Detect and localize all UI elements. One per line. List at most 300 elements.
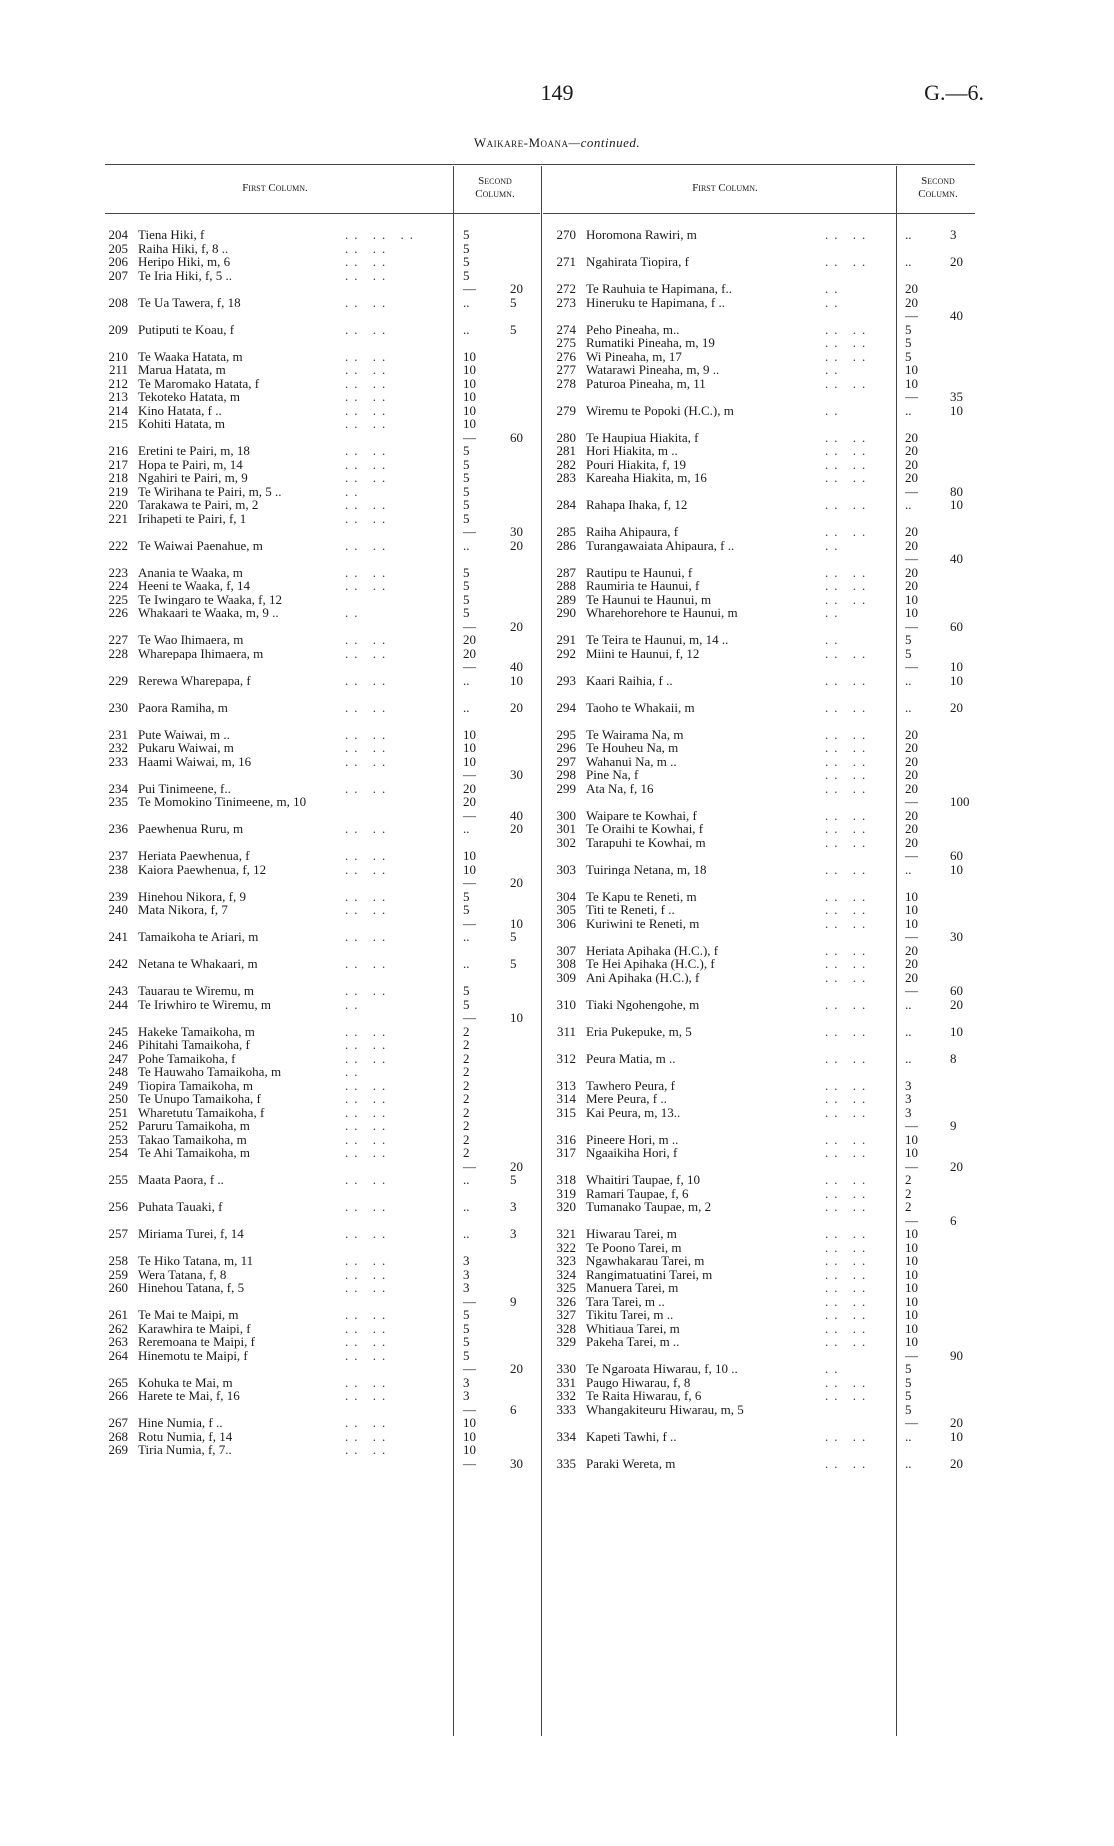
- leader-dots: .. ..: [825, 1239, 872, 1255]
- section-title-main: Waikare-Moana: [473, 135, 569, 150]
- leader-dots: .. ..: [825, 564, 872, 580]
- table-row: [0, 363, 540, 377]
- entry-number: 221: [108, 510, 128, 526]
- table-row: [540, 1119, 1100, 1133]
- second-column-value: ..: [905, 227, 912, 242]
- entry-name: Ani Apihaka (H.C.), f: [586, 970, 700, 984]
- second-column-value: 3: [905, 1077, 912, 1093]
- second-column-value: 5: [905, 321, 912, 337]
- table-row: [540, 579, 1100, 593]
- entry-name: Te Ahi Tamaikoha, m: [138, 1146, 251, 1160]
- second-column-value: 5: [905, 348, 912, 364]
- table-row: [540, 1200, 1100, 1214]
- entry-name: Horomona Rawiri, m: [586, 228, 697, 242]
- entry-number: 261: [108, 1307, 128, 1322]
- second-column-value: —: [463, 524, 476, 539]
- second-column-value: 2: [463, 1037, 470, 1052]
- table-row: [0, 647, 540, 661]
- group-total: 3: [950, 227, 957, 242]
- entry-number: 230: [108, 699, 128, 715]
- entry-name: Tuiringa Netana, m, 18: [586, 862, 707, 876]
- table-row: [540, 525, 1100, 539]
- entry-name: Haami Waiwai, m, 16: [138, 754, 252, 768]
- table-row: [0, 728, 540, 742]
- entry-name: Eria Pukepuke, m, 5: [586, 1024, 692, 1038]
- left-entry-list: [0, 228, 540, 1470]
- table-row: [0, 1403, 540, 1417]
- header-second-column-left: Second Column.: [475, 175, 515, 200]
- entry-number: 254: [108, 1145, 128, 1160]
- entry-name: Te Mai te Maipi, m: [138, 1308, 239, 1322]
- section-title-suffix: —continued.: [568, 135, 641, 150]
- entry-number: 288: [556, 578, 576, 593]
- entry-number: 227: [108, 632, 128, 647]
- group-total: 10: [950, 861, 963, 877]
- entry-number: 242: [108, 956, 128, 971]
- entry-number: 240: [108, 902, 128, 917]
- table-row: [540, 782, 1100, 796]
- entry-name: Pui Tinimeene, f..: [138, 781, 231, 795]
- entry-name: Mata Nikora, f, 7: [138, 903, 228, 917]
- table-row: [540, 404, 1100, 418]
- second-column-value: 20: [905, 564, 918, 580]
- entry-name: Ngahiri te Pairi, m, 9: [138, 471, 248, 485]
- entry-number: 297: [556, 753, 576, 769]
- entry-number: 229: [108, 672, 128, 688]
- second-column-value: 20: [905, 456, 918, 472]
- second-column-value: ..: [463, 321, 470, 337]
- entry-number: 311: [556, 1023, 576, 1039]
- table-row: [540, 336, 1100, 350]
- entry-number: 214: [108, 402, 128, 418]
- entry-name: Pakeha Tarei, m ..: [586, 1335, 680, 1349]
- second-column-value: ..: [463, 956, 470, 971]
- entry-name: Kino Hatata, f ..: [138, 403, 222, 417]
- entry-name: Tamaikoha te Ariari, m: [138, 930, 259, 944]
- entry-number: 275: [556, 335, 576, 350]
- leader-dots: .. ..: [825, 942, 872, 958]
- entry-name: Te Waiwai Paenahue, m: [138, 538, 263, 552]
- header-first-column-right: First Column.: [692, 182, 758, 194]
- table-row: [540, 485, 1100, 499]
- table-row: [540, 984, 1100, 998]
- entry-number: 265: [108, 1374, 128, 1390]
- group-total: 10: [510, 1010, 523, 1025]
- table-row: [0, 1430, 540, 1444]
- entry-name: Rotu Numia, f, 14: [138, 1429, 233, 1443]
- table-row: [0, 930, 540, 944]
- second-column-value: 10: [905, 888, 918, 904]
- table-row: [540, 795, 1100, 809]
- table-row: [0, 998, 540, 1012]
- table-row: [0, 606, 540, 620]
- leader-dots: .. ..: [825, 767, 872, 782]
- leader-dots: .. ..: [825, 821, 872, 836]
- second-column-value: —: [463, 1158, 476, 1174]
- entry-number: 208: [108, 294, 128, 310]
- entry-name: Whangakiteuru Hiwarau, m, 5: [586, 1402, 744, 1416]
- entry-name: Te Hiko Tatana, m, 11: [138, 1254, 254, 1268]
- table-row: [0, 1349, 540, 1363]
- second-column-value: ..: [463, 1226, 470, 1241]
- leader-dots: .. ..: [825, 969, 872, 985]
- table-row: [0, 552, 540, 566]
- table-row: [540, 903, 1100, 917]
- entry-name: Te Oraihi te Kowhai, f: [586, 822, 704, 836]
- entry-number: 217: [108, 456, 128, 472]
- table-row: [0, 1079, 540, 1093]
- table-row: [0, 498, 540, 512]
- second-column-value: 2: [905, 1185, 912, 1201]
- entry-number: 219: [108, 483, 128, 499]
- group-total: 40: [950, 551, 963, 566]
- leader-dots: ..: [825, 281, 844, 296]
- table-row: [0, 1092, 540, 1106]
- leader-dots: .. ..: [825, 915, 872, 931]
- entry-number: 310: [556, 996, 576, 1012]
- entry-number: 300: [556, 807, 576, 823]
- right-entry-list: [540, 228, 1100, 1470]
- group-total: 20: [950, 699, 963, 715]
- table-row: [540, 1025, 1100, 1039]
- table-row: [540, 1092, 1100, 1106]
- leader-dots: .. ..: [825, 1334, 872, 1349]
- second-column-value: 5: [463, 470, 470, 485]
- table-row: [0, 971, 540, 985]
- entry-number: 269: [108, 1442, 128, 1457]
- group-total: 6: [950, 1212, 957, 1228]
- group-total: 20: [510, 1158, 523, 1174]
- second-column-value: 3: [463, 1253, 470, 1268]
- second-column-value: —: [905, 659, 918, 674]
- table-row: [0, 255, 540, 269]
- entry-number: 299: [556, 780, 576, 796]
- document-code: G.—6.: [924, 80, 984, 105]
- second-column-value: 10: [463, 1415, 476, 1430]
- table-row: [0, 1106, 540, 1120]
- second-column-value: 2: [463, 1104, 470, 1120]
- table-row: [0, 390, 540, 404]
- group-total: 10: [510, 915, 523, 931]
- table-row: [540, 1349, 1100, 1363]
- entry-name: Kaiora Paewhenua, f, 12: [138, 862, 267, 876]
- second-column-value: 10: [905, 375, 918, 391]
- entry-number: 325: [556, 1280, 576, 1295]
- entry-name: Kai Peura, m, 13..: [586, 1105, 681, 1119]
- second-column-value: 5: [463, 510, 470, 526]
- leader-dots: .. ..: [345, 1307, 392, 1322]
- entry-number: 231: [108, 726, 128, 742]
- leader-dots: .. ..: [345, 672, 392, 688]
- entry-name: Te Wairama Na, m: [586, 727, 684, 741]
- entry-number: 291: [556, 632, 576, 647]
- table-row: [0, 863, 540, 877]
- second-column-value: 20: [905, 767, 918, 782]
- second-column-value: 10: [905, 1239, 918, 1255]
- table-row: [0, 944, 540, 958]
- entry-number: 233: [108, 753, 128, 769]
- leader-dots: .. ..: [345, 1280, 392, 1295]
- second-column-value: ..: [463, 294, 470, 310]
- leader-dots: .. ..: [345, 1050, 392, 1066]
- second-column-value: ..: [905, 996, 912, 1012]
- table-row: [540, 1187, 1100, 1201]
- second-column-value: 10: [463, 753, 476, 769]
- entry-name: Pohe Tamaikoha, f: [138, 1051, 236, 1065]
- leader-dots: .. ..: [825, 753, 872, 769]
- leader-dots: ..: [825, 294, 844, 310]
- entry-name: Ramari Taupae, f, 6: [586, 1186, 689, 1200]
- table-row: [0, 755, 540, 769]
- entry-number: 210: [108, 348, 128, 364]
- second-column-value: ..: [905, 861, 912, 877]
- table-row: [0, 701, 540, 715]
- table-row: [540, 350, 1100, 364]
- table-row: [540, 444, 1100, 458]
- table-row: [0, 485, 540, 499]
- leader-dots: .. ..: [825, 227, 872, 242]
- table-row: [0, 269, 540, 283]
- entry-name: Te Rauhuia te Hapimana, f..: [586, 282, 733, 296]
- second-column-value: 10: [905, 902, 918, 917]
- entry-number: 277: [556, 362, 576, 377]
- entry-name: Ngawhakarau Tarei, m: [586, 1254, 705, 1268]
- table-row: [540, 674, 1100, 688]
- table-row: [540, 296, 1100, 310]
- table-row: [0, 417, 540, 431]
- table-row: [0, 620, 540, 634]
- leader-dots: .. ..: [345, 578, 392, 593]
- entry-name: Hiwarau Tarei, m: [586, 1227, 677, 1241]
- entry-number: 258: [108, 1253, 128, 1268]
- second-column-value: —: [463, 618, 476, 634]
- entry-number: 319: [556, 1185, 576, 1201]
- entry-number: 264: [108, 1347, 128, 1363]
- entry-number: 222: [108, 537, 128, 553]
- entry-name: Wahanui Na, m ..: [586, 754, 677, 768]
- table-row: [540, 1457, 1100, 1471]
- group-total: 20: [510, 537, 523, 553]
- leader-dots: .. ..: [345, 389, 392, 404]
- entry-number: 207: [108, 267, 128, 283]
- second-column-value: 10: [463, 416, 476, 431]
- second-column-value: —: [905, 1415, 918, 1430]
- entry-number: 268: [108, 1428, 128, 1444]
- second-column-value: 10: [905, 1307, 918, 1322]
- second-column-value: 5: [463, 605, 470, 620]
- table-row: [0, 1389, 540, 1403]
- second-column-value: 5: [463, 888, 470, 904]
- second-column-value: —: [905, 848, 918, 863]
- entry-number: 213: [108, 389, 128, 404]
- second-column-value: —: [905, 1212, 918, 1228]
- entry-number: 232: [108, 740, 128, 755]
- table-row: [540, 593, 1100, 607]
- second-column-value: 2: [463, 1091, 470, 1106]
- second-column-value: —: [463, 767, 476, 782]
- leader-dots: .. ..: [825, 1023, 872, 1039]
- entry-number: 302: [556, 834, 576, 850]
- leader-dots: .. ..: [345, 699, 392, 715]
- entry-number: 323: [556, 1253, 576, 1268]
- second-column-value: 10: [905, 1131, 918, 1147]
- entry-name: Rangimatuatini Tarei, m: [586, 1267, 713, 1281]
- entry-number: 237: [108, 848, 128, 863]
- leader-dots: .. ..: [825, 807, 872, 823]
- entry-name: Tekoteko Hatata, m: [138, 390, 240, 404]
- table-row: [0, 822, 540, 836]
- leader-dots: .. ..: [825, 321, 872, 337]
- table-row: [0, 431, 540, 445]
- table-row: [0, 512, 540, 526]
- entry-name: Paturoa Pineaha, m, 11: [586, 376, 706, 390]
- entry-name: Puhata Tauaki, f: [138, 1200, 223, 1214]
- group-total: 30: [510, 767, 523, 782]
- table-row: [540, 552, 1100, 566]
- entry-number: 286: [556, 537, 576, 553]
- table-row: [540, 1389, 1100, 1403]
- table-row: [0, 1362, 540, 1376]
- entry-number: 247: [108, 1050, 128, 1066]
- leader-dots: ..: [345, 605, 364, 620]
- group-total: 20: [950, 254, 963, 269]
- table-row: [0, 336, 540, 350]
- entry-name: Tauarau te Wiremu, m: [138, 984, 255, 998]
- entry-name: Tiria Numia, f, 7..: [138, 1443, 232, 1457]
- second-column-value: —: [905, 389, 918, 404]
- group-total: 5: [510, 929, 517, 944]
- table-row: [540, 1011, 1100, 1025]
- entry-name: Hinemotu te Maipi, f: [138, 1348, 248, 1362]
- entry-name: Tiena Hiki, f: [138, 228, 205, 242]
- table-row: [0, 1214, 540, 1228]
- entry-number: 294: [556, 699, 576, 715]
- entry-number: 312: [556, 1050, 576, 1066]
- table-row: [540, 242, 1100, 256]
- leader-dots: .. ..: [825, 578, 872, 593]
- leader-dots: .. ..: [825, 1266, 872, 1282]
- table-row: [0, 1146, 540, 1160]
- entry-number: 209: [108, 321, 128, 337]
- entry-number: 255: [108, 1172, 128, 1187]
- leader-dots: .. ..: [825, 1280, 872, 1295]
- table-row: [540, 1065, 1100, 1079]
- second-column-value: 20: [905, 294, 918, 310]
- group-total: 20: [510, 1361, 523, 1376]
- group-total: 20: [950, 996, 963, 1012]
- leader-dots: .. ..: [345, 1226, 392, 1241]
- entry-name: Harete te Mai, f, 16: [138, 1389, 240, 1403]
- entry-name: Tara Tarei, m ..: [586, 1294, 665, 1308]
- table-row: [540, 431, 1100, 445]
- entry-name: Kuriwini te Reneti, m: [586, 916, 700, 930]
- entry-name: Te Waaka Hatata, m: [138, 349, 243, 363]
- group-total: 10: [950, 497, 963, 512]
- second-column-value: 2: [905, 1199, 912, 1214]
- second-column-value: ..: [905, 497, 912, 512]
- table-row: [540, 309, 1100, 323]
- second-column-value: ..: [905, 402, 912, 418]
- leader-dots: .. ..: [345, 254, 392, 269]
- second-column-value: —: [905, 1347, 918, 1363]
- entry-name: Tawhero Peura, f: [586, 1078, 675, 1092]
- entry-number: 324: [556, 1266, 576, 1282]
- second-column-value: 10: [463, 389, 476, 404]
- leader-dots: .. ..: [345, 240, 392, 256]
- entry-name: Te Hei Apihaka (H.C.), f: [586, 957, 715, 971]
- entry-name: Te Haunui te Haunui, m: [586, 592, 712, 606]
- table-row: [540, 282, 1100, 296]
- second-column-value: ..: [463, 821, 470, 836]
- second-column-value: 20: [905, 780, 918, 796]
- leader-dots: .. ..: [825, 1253, 872, 1268]
- leader-dots: .. ..: [825, 645, 872, 661]
- table-row: [0, 444, 540, 458]
- entry-name: Peura Matia, m ..: [586, 1051, 676, 1065]
- entry-name: Hopa te Pairi, m, 14: [138, 457, 243, 471]
- second-column-value: 5: [905, 632, 912, 647]
- leader-dots: .. ..: [345, 470, 392, 485]
- entry-name: Miini te Haunui, f, 12: [586, 646, 700, 660]
- leader-dots: ..: [345, 1064, 364, 1079]
- entry-name: Ngahirata Tiopira, f: [586, 255, 689, 269]
- entry-number: 320: [556, 1199, 576, 1214]
- entry-name: Pouri Hiakita, f, 19: [586, 457, 687, 471]
- second-column-value: —: [463, 429, 476, 445]
- entry-number: 287: [556, 564, 576, 580]
- entry-number: 248: [108, 1064, 128, 1079]
- table-row: [0, 1187, 540, 1201]
- table-row: [540, 620, 1100, 634]
- second-column-value: 3: [463, 1374, 470, 1390]
- second-column-value: —: [463, 915, 476, 931]
- entry-number: 238: [108, 861, 128, 877]
- entry-name: Heripo Hiki, m, 6: [138, 255, 231, 269]
- second-column-value: ..: [463, 1172, 470, 1187]
- group-total: 5: [510, 294, 517, 310]
- leader-dots: .. ..: [345, 1037, 392, 1052]
- entry-number: 224: [108, 578, 128, 593]
- table-row: [0, 1173, 540, 1187]
- table-row: [540, 390, 1100, 404]
- second-column-value: 5: [463, 564, 470, 580]
- entry-name: Heriata Paewhenua, f: [138, 849, 250, 863]
- entry-name: Te Ua Tawera, f, 18: [138, 295, 241, 309]
- table-row: [540, 1430, 1100, 1444]
- entry-name: Te Iria Hiki, f, 5 ..: [138, 268, 233, 282]
- second-column-value: 10: [463, 348, 476, 364]
- table-row: [540, 1227, 1100, 1241]
- table-row: [540, 566, 1100, 580]
- entry-number: 212: [108, 375, 128, 391]
- second-column-value: 10: [463, 848, 476, 863]
- entry-name: Rumatiki Pineaha, m, 19: [586, 336, 715, 350]
- entry-number: 314: [556, 1091, 576, 1106]
- table-row: [540, 647, 1100, 661]
- table-row: [540, 687, 1100, 701]
- entry-number: 244: [108, 996, 128, 1012]
- second-column-value: —: [905, 483, 918, 499]
- table-row: [540, 1403, 1100, 1417]
- second-column-value: 5: [463, 227, 470, 242]
- leader-dots: .. ..: [345, 1118, 392, 1133]
- table-row: [0, 876, 540, 890]
- leader-dots: .. ..: [345, 1199, 392, 1214]
- leader-dots: .. ..: [345, 1266, 392, 1282]
- entry-name: Whaitiri Taupae, f, 10: [586, 1173, 701, 1187]
- leader-dots: .. ..: [825, 1374, 872, 1390]
- entry-number: 285: [556, 524, 576, 539]
